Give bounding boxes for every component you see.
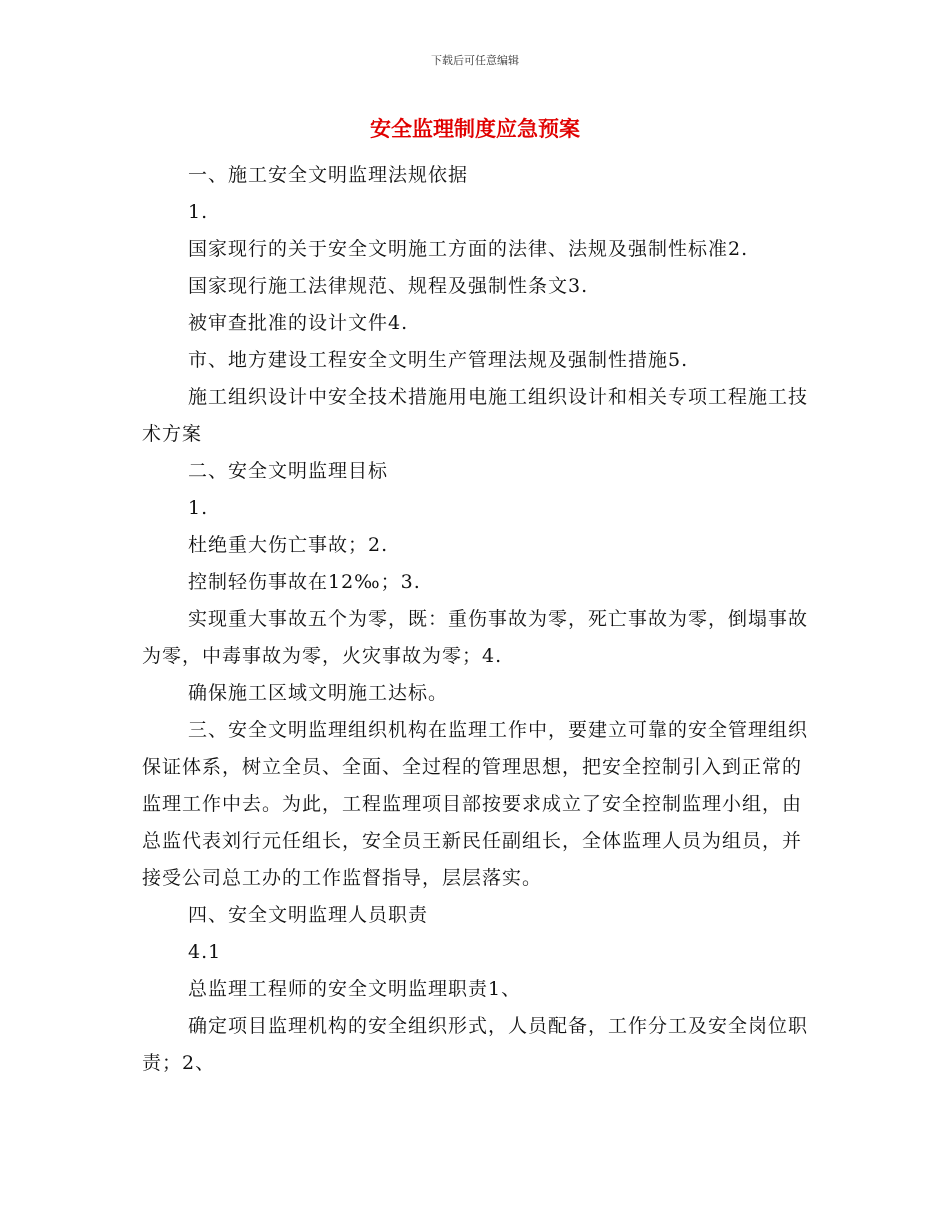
paragraph: 国家现行的关于安全文明施工方面的法律、法规及强制性标准2. xyxy=(188,238,749,260)
paragraph: 市、地方建设工程安全文明生产管理法规及强制性措施5. xyxy=(188,349,689,371)
document-title: 安全监理制度应急预案 xyxy=(370,117,580,141)
paragraph: 1. xyxy=(188,201,209,223)
paragraph: 实现重大事故五个为零，既：重伤事故为零，死亡事故为零，倒塌事故为零，中毒事故为零，火灾事故为零；4. xyxy=(142,608,809,667)
paragraph: 三、安全文明监理组织机构在监理工作中，要建立可靠的安全管理组织保证体系，树立全员、全面、全过程的管理思想，把安全控制引入到正常的监理工作中去。为此，工程监理项目部按要求成立了安全控制监理小组，由总监代表刘行元任组长，安全员王新民任副组长，全体监理人员为组员，并接受公司总工办的工作监督指导，层层落实。 xyxy=(142,719,809,889)
paragraph: 1. xyxy=(188,497,209,519)
paragraph: 确定项目监理机构的安全组织形式，人员配备，工作分工及安全岗位职责；2、 xyxy=(142,1015,809,1074)
paragraph: 二、安全文明监理目标 xyxy=(188,460,389,482)
paragraph: 一、施工安全文明监理法规依据 xyxy=(188,164,469,186)
paragraph: 国家现行施工法律规范、规程及强制性条文3. xyxy=(188,275,589,297)
paragraph: 杜绝重大伤亡事故；2. xyxy=(188,534,389,556)
paragraph: 确保施工区域文明施工达标。 xyxy=(188,682,449,704)
paragraph: 控制轻伤事故在12‰；3. xyxy=(188,571,421,593)
paragraph: 施工组织设计中安全技术措施用电施工组织设计和相关专项工程施工技术方案 xyxy=(142,386,809,445)
paragraph: 总监理工程师的安全文明监理职责1、 xyxy=(188,978,522,1000)
document-body xyxy=(142,157,808,1082)
paragraph: 四、安全文明监理人员职责 xyxy=(188,904,429,926)
paragraph: 被审查批准的设计文件4. xyxy=(188,312,409,334)
header-note: 下载后可任意编辑 xyxy=(431,54,519,67)
paragraph: 4.1 xyxy=(188,941,222,963)
